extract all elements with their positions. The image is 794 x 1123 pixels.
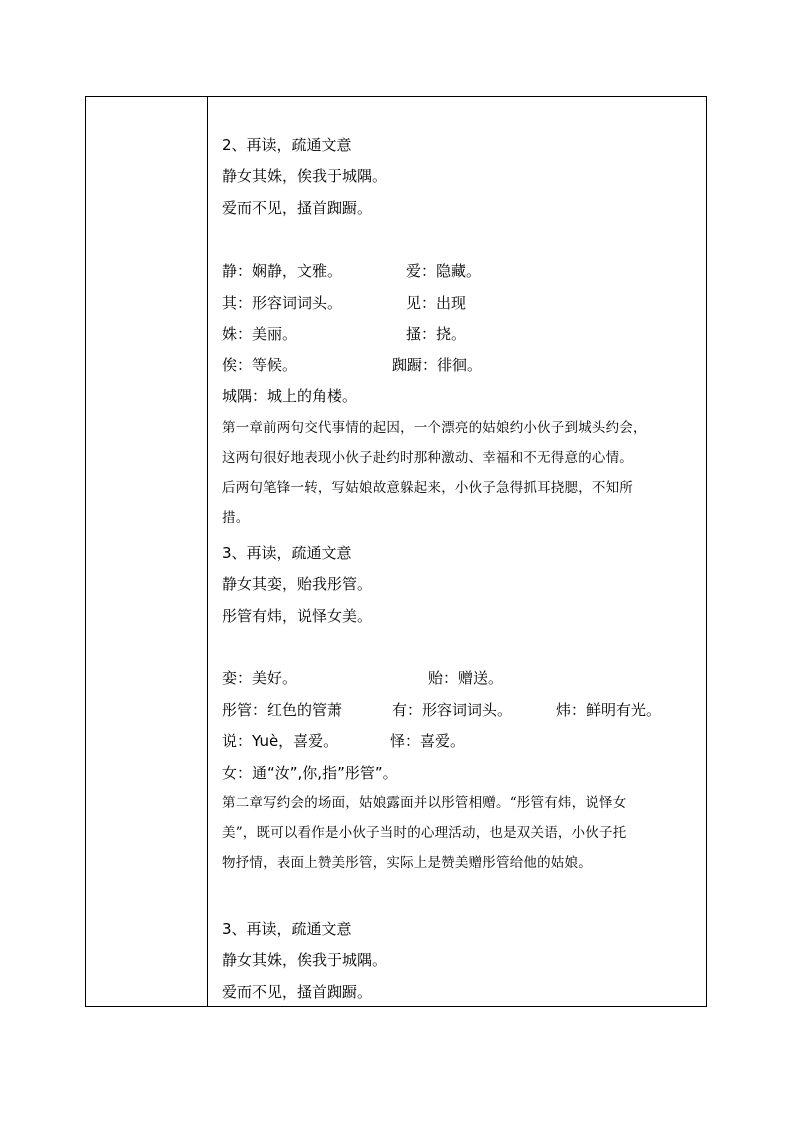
gloss-item: 女：通“汝”,你,指”彤管”。 <box>222 764 398 782</box>
commentary-line: 第一章前两句交代事情的起因，一个漂亮的姑娘约小伙子到城头约会， <box>222 420 647 436</box>
section2-verse1: 静女其娈，贻我彤管。 <box>222 575 373 593</box>
gloss-item: 其：形容词词头。 <box>222 294 343 312</box>
commentary-line: 这两句很好地表现小伙子赴约时那种激动、幸福和不无得意的心情。 <box>222 450 633 466</box>
gloss-item: 贻：赠送。 <box>428 669 504 687</box>
gloss-item: 有：形容词词头。 <box>392 701 513 719</box>
gloss-item: 说：Yuè，喜爱。 <box>222 732 339 750</box>
section1-verse1: 静女其姝，俟我于城隅。 <box>222 167 388 185</box>
gloss-item: 娈：美好。 <box>222 669 298 687</box>
section2-verse2: 彤管有炜，说怿女美。 <box>222 607 373 625</box>
column-divider <box>207 97 208 1006</box>
section3-heading: 3、再读，疏通文意 <box>222 920 352 938</box>
gloss-item: 爱：隐藏。 <box>406 262 482 280</box>
commentary-line: 美”，既可以看作是小伙子当时的心理活动，也是双关语，小伙子托 <box>222 825 627 841</box>
section3-verse2: 爱而不见，搔首踟蹰。 <box>222 983 373 1001</box>
section1-verse2: 爱而不见，搔首踟蹰。 <box>222 199 373 217</box>
commentary-line: 第二章写约会的场面，姑娘露面并以彤管相赠。“彤管有炜，说怿女 <box>222 795 627 811</box>
gloss-item: 踟蹰：徘徊。 <box>392 356 483 374</box>
section2-heading: 3、再读，疏通文意 <box>222 544 352 562</box>
commentary-line: 物抒情，表面上赞美彤管，实际上是赞美赠彤管给他的姑娘。 <box>222 855 592 871</box>
gloss-item: 俟：等候。 <box>222 356 298 374</box>
section1-commentary <box>222 413 700 533</box>
table-frame <box>85 96 707 1007</box>
gloss-item: 怿：喜爱。 <box>390 732 466 750</box>
gloss-item: 彤管：红色的管萧 <box>222 701 343 719</box>
commentary-line: 后两句笔锋一转，写姑娘故意躲起来，小伙子急得抓耳挠腮，不知所 <box>222 480 633 496</box>
gloss-item: 城隅：城上的角楼。 <box>222 387 358 405</box>
gloss-item: 搔：挠。 <box>406 325 467 343</box>
gloss-item: 静：娴静，文雅。 <box>222 262 343 280</box>
commentary-line: 措。 <box>222 510 250 526</box>
section3-verse1: 静女其姝，俟我于城隅。 <box>222 951 388 969</box>
gloss-item: 姝：美丽。 <box>222 325 298 343</box>
gloss-item: 见：出现 <box>406 294 467 312</box>
section1-heading: 2、再读，疏通文意 <box>222 136 352 154</box>
content-cell <box>222 97 706 1006</box>
section2-commentary <box>222 788 700 878</box>
gloss-item: 炜：鲜明有光。 <box>556 701 662 719</box>
